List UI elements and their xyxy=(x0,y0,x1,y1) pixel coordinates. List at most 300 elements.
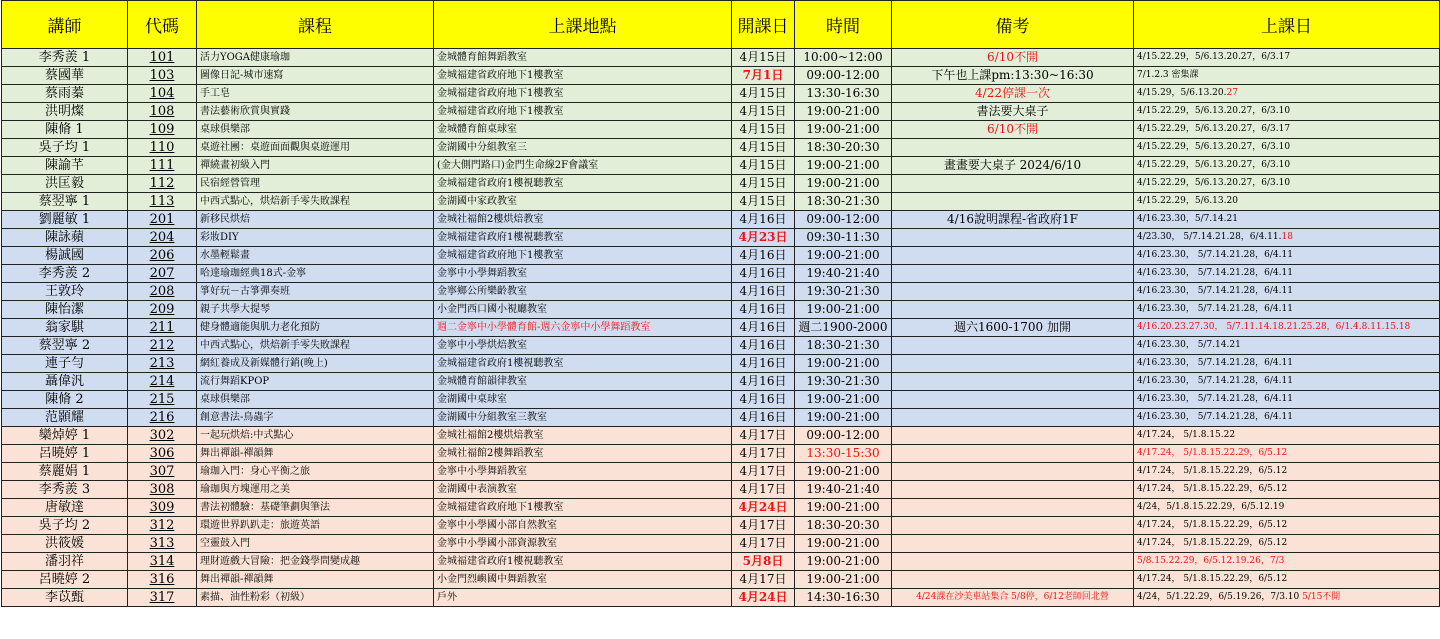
teacher-cell xyxy=(2,229,128,247)
location-cell xyxy=(434,409,732,427)
location-cell xyxy=(434,499,732,517)
start-date-cell-text: 4月15日 xyxy=(739,194,787,208)
class-days-red-text: 27 xyxy=(1226,88,1238,98)
note-cell xyxy=(892,427,1134,445)
table-row xyxy=(2,499,1440,517)
time-cell-text: 19:00-21:00 xyxy=(806,500,880,514)
table-row xyxy=(2,463,1440,481)
note-cell xyxy=(892,139,1134,157)
location-cell-text: 金寧中小學舞蹈教室 xyxy=(437,466,527,477)
header-class-days: 上課日 xyxy=(1134,1,1440,49)
course-code-link[interactable] xyxy=(128,427,197,445)
location-cell xyxy=(434,157,732,175)
class-days-cell-text: 4/16.23.30， 5/7.14.21 xyxy=(1137,340,1241,350)
header-place: 上課地點 xyxy=(434,1,732,49)
note-cell xyxy=(892,211,1134,229)
location-cell-text: 金城福建省政府地下1樓教室 xyxy=(437,250,564,261)
location-cell xyxy=(434,85,732,103)
note-cell-text: 週六1600-1700 加開 xyxy=(954,320,1071,334)
location-cell xyxy=(434,373,732,391)
course-code-link[interactable] xyxy=(128,589,197,607)
course-code-link[interactable] xyxy=(128,211,197,229)
time-cell-text: 19:00-21:00 xyxy=(806,176,880,190)
location-cell-text: 金寧中小學國小部資源教室 xyxy=(437,538,557,549)
course-name-cell-text: 桌球俱樂部 xyxy=(200,394,250,405)
time-cell-text: 19:00-21:00 xyxy=(806,122,880,136)
course-code-link[interactable] xyxy=(128,49,197,67)
start-date-cell xyxy=(732,337,795,355)
class-days-cell-text: 4/17.24， 5/1.8.15.22 xyxy=(1137,430,1236,440)
start-date-cell xyxy=(732,67,795,85)
course-code-link[interactable] xyxy=(128,175,197,193)
note-cell xyxy=(892,355,1134,373)
course-code-link[interactable] xyxy=(128,337,197,355)
class-days-cell-text: 4/17.24， 5/1.8.15.22.29，6/5.12 xyxy=(1137,466,1288,476)
time-cell xyxy=(795,319,892,337)
course-code-link[interactable] xyxy=(128,463,197,481)
class-days-cell-text: 4/15.22.29，5/6.13.20.27，6/3.10 xyxy=(1137,160,1291,170)
start-date-cell xyxy=(732,517,795,535)
course-name-cell-text: 中西式點心，烘焙新手零失敗課程 xyxy=(200,340,350,351)
note-cell xyxy=(892,103,1134,121)
start-date-cell xyxy=(732,481,795,499)
table-body xyxy=(2,49,1440,607)
location-cell-text: 週二金寧中小學體育館-週六金寧中小學舞蹈教室 xyxy=(437,322,651,333)
note-cell xyxy=(892,445,1134,463)
teacher-cell-text: 李秀羨 3 xyxy=(38,482,91,497)
course-name-cell xyxy=(197,463,434,481)
course-name-cell xyxy=(197,121,434,139)
course-code-link[interactable] xyxy=(128,373,197,391)
location-cell-text: 金寧鄉公所樂齡教室 xyxy=(437,286,527,297)
class-days-cell-text: 4/16.23.30， 5/7.14.21.28，6/4.11 xyxy=(1137,250,1293,260)
time-cell xyxy=(795,535,892,553)
location-cell-text: 金城社福館2樓烘焙教室 xyxy=(437,430,544,441)
class-days-cell xyxy=(1134,283,1440,301)
start-date-cell xyxy=(732,265,795,283)
time-cell-text: 19:00-21:00 xyxy=(806,536,880,550)
start-date-cell xyxy=(732,229,795,247)
start-date-cell xyxy=(732,139,795,157)
note-cell xyxy=(892,319,1134,337)
time-cell-text: 19:00-21:00 xyxy=(806,248,880,262)
teacher-cell xyxy=(2,211,128,229)
note-cell-text: 4/24課在沙美車站集合 5/8停，6/12老師回北營 xyxy=(916,592,1109,602)
teacher-cell xyxy=(2,463,128,481)
time-cell xyxy=(795,373,892,391)
start-date-cell-text: 4月17日 xyxy=(739,482,787,496)
location-cell xyxy=(434,283,732,301)
course-code-link[interactable] xyxy=(128,445,197,463)
start-date-cell-text: 4月17日 xyxy=(739,428,787,442)
note-cell xyxy=(892,391,1134,409)
class-days-cell-text: 4/17.24， 5/1.8.15.22.29，6/5.12 xyxy=(1137,538,1288,548)
time-cell xyxy=(795,517,892,535)
course-code-link-text: 211 xyxy=(149,320,175,335)
course-name-cell-text: 手工皂 xyxy=(200,88,230,99)
start-date-cell xyxy=(732,409,795,427)
table-row xyxy=(2,481,1440,499)
time-cell xyxy=(795,229,892,247)
location-cell-text: 金湖國中分組教室三教室 xyxy=(437,412,547,423)
class-days-cell-text: 4/15.22.29，5/6.13.20.27，6/3.10 xyxy=(1137,106,1291,116)
time-cell xyxy=(795,445,892,463)
teacher-cell-text: 陳怡潔 xyxy=(44,302,84,317)
note-cell xyxy=(892,499,1134,517)
table-row xyxy=(2,175,1440,193)
time-cell-text: 09:00-12:00 xyxy=(806,212,880,226)
start-date-cell-text: 4月17日 xyxy=(739,518,787,532)
course-name-cell-text: 健身體適能與肌力老化預防 xyxy=(200,322,320,333)
location-cell xyxy=(434,175,732,193)
course-code-link[interactable] xyxy=(128,229,197,247)
course-code-link[interactable] xyxy=(128,283,197,301)
location-cell-text: 金城福建省政府地下1樓教室 xyxy=(437,70,564,81)
class-days-cell-text: 4/23.30， 5/7.14.21.28，6/4.11. xyxy=(1137,232,1282,242)
location-cell xyxy=(434,535,732,553)
class-days-red-text: 5/15不開 xyxy=(1302,592,1341,602)
course-code-link-text: 103 xyxy=(149,68,175,83)
time-cell-text: 18:30-20:30 xyxy=(806,518,880,532)
time-cell xyxy=(795,49,892,67)
class-days-cell xyxy=(1134,139,1440,157)
teacher-cell-text: 陳脩 2 xyxy=(45,392,84,407)
course-code-link[interactable] xyxy=(128,67,197,85)
course-code-link-text: 111 xyxy=(149,158,175,173)
note-cell xyxy=(892,49,1134,67)
teacher-cell-text: 蔡雨蓁 xyxy=(44,86,84,101)
location-cell-text: 金城體育館韻律教室 xyxy=(437,376,527,387)
location-cell xyxy=(434,553,732,571)
note-cell xyxy=(892,283,1134,301)
start-date-cell-text: 4月17日 xyxy=(739,536,787,550)
start-date-cell xyxy=(732,553,795,571)
location-cell-text: 金湖國中家政教室 xyxy=(437,196,517,207)
note-cell-text: 6/10不開 xyxy=(987,122,1038,136)
time-cell xyxy=(795,121,892,139)
course-code-link[interactable] xyxy=(128,409,197,427)
course-code-link-text: 113 xyxy=(149,194,175,209)
time-cell xyxy=(795,139,892,157)
course-code-link[interactable] xyxy=(128,85,197,103)
location-cell xyxy=(434,571,732,589)
teacher-cell-text: 翁家騏 xyxy=(44,320,84,335)
course-name-cell-text: 舞出禪韻-禪韻舞 xyxy=(200,448,274,459)
course-code-link[interactable] xyxy=(128,571,197,589)
teacher-cell-text: 李苡甄 xyxy=(44,590,84,605)
time-cell xyxy=(795,301,892,319)
course-code-link[interactable] xyxy=(128,319,197,337)
note-cell xyxy=(892,175,1134,193)
start-date-cell-text: 4月15日 xyxy=(739,86,787,100)
course-name-cell xyxy=(197,265,434,283)
start-date-cell xyxy=(732,499,795,517)
course-name-cell xyxy=(197,535,434,553)
location-cell-text: 金城福建省政府1樓視聽教室 xyxy=(437,556,564,567)
start-date-cell xyxy=(732,463,795,481)
teacher-cell xyxy=(2,571,128,589)
course-code-link-text: 313 xyxy=(149,536,175,551)
teacher-cell-text: 李秀羨 2 xyxy=(38,266,91,281)
teacher-cell xyxy=(2,103,128,121)
course-code-link-text: 306 xyxy=(149,446,175,461)
time-cell-text: 19:00-21:00 xyxy=(806,104,880,118)
class-days-red-text: 18 xyxy=(1281,232,1293,242)
class-days-cell xyxy=(1134,229,1440,247)
course-code-link-text: 317 xyxy=(149,590,175,605)
location-cell xyxy=(434,481,732,499)
class-days-cell xyxy=(1134,481,1440,499)
teacher-cell-text: 李秀羨 1 xyxy=(38,50,91,65)
time-cell-text: 19:00-21:00 xyxy=(806,356,880,370)
start-date-cell-text: 4月15日 xyxy=(739,104,787,118)
note-cell xyxy=(892,193,1134,211)
start-date-cell-text: 4月16日 xyxy=(739,392,787,406)
table-row xyxy=(2,427,1440,445)
course-code-link[interactable] xyxy=(128,481,197,499)
start-date-cell-text: 4月15日 xyxy=(739,50,787,64)
table-row xyxy=(2,229,1440,247)
table-row xyxy=(2,211,1440,229)
time-cell-text: 14:30-16:30 xyxy=(806,590,880,604)
location-cell xyxy=(434,589,732,607)
course-code-link[interactable] xyxy=(128,265,197,283)
location-cell-text: 金湖國中桌球室 xyxy=(437,394,507,405)
course-name-cell-text: 舞出禪韻-禪韻舞 xyxy=(200,574,274,585)
class-days-cell-text: 7/1.2.3 密集課 xyxy=(1137,70,1199,80)
class-days-cell-text: 4/16.23.30， 5/7.14.21.28，6/4.11 xyxy=(1137,394,1293,404)
time-cell xyxy=(795,499,892,517)
start-date-cell-text: 4月16日 xyxy=(739,338,787,352)
course-code-link[interactable] xyxy=(128,193,197,211)
course-name-cell-text: 中西式點心，烘焙新手零失敗課程 xyxy=(200,196,350,207)
table-row xyxy=(2,283,1440,301)
time-cell-text: 19:40-21:40 xyxy=(806,266,880,280)
note-cell xyxy=(892,589,1134,607)
teacher-cell xyxy=(2,139,128,157)
location-cell-text: 金城體育館桌球室 xyxy=(437,124,517,135)
teacher-cell xyxy=(2,355,128,373)
class-days-cell xyxy=(1134,193,1440,211)
location-cell-text: 金寧中小學舞蹈教室 xyxy=(437,268,527,279)
note-cell xyxy=(892,481,1134,499)
time-cell-text: 19:00-21:00 xyxy=(806,554,880,568)
start-date-cell xyxy=(732,589,795,607)
teacher-cell xyxy=(2,499,128,517)
course-code-link[interactable] xyxy=(128,247,197,265)
header-code: 代碼 xyxy=(128,1,197,49)
time-cell xyxy=(795,283,892,301)
time-cell xyxy=(795,427,892,445)
course-code-link-text: 213 xyxy=(149,356,175,371)
course-name-cell xyxy=(197,337,434,355)
course-code-link[interactable] xyxy=(128,139,197,157)
header-course: 課程 xyxy=(197,1,434,49)
time-cell-text: 13:30-15:30 xyxy=(806,446,880,460)
time-cell-text: 09:00-12:00 xyxy=(806,428,880,442)
table-row xyxy=(2,193,1440,211)
course-name-cell-text: 空靈鼓入門 xyxy=(200,538,250,549)
table-row xyxy=(2,517,1440,535)
start-date-cell-text: 4月23日 xyxy=(738,230,788,244)
class-days-cell-text: 4/15.22.29，5/6.13.20 xyxy=(1137,196,1238,206)
start-date-cell-text: 4月15日 xyxy=(739,140,787,154)
course-code-link[interactable] xyxy=(128,535,197,553)
class-days-cell-text: 4/15.22.29，5/6.13.20.27，6/3.10 xyxy=(1137,142,1291,152)
time-cell-text: 19:40-21:40 xyxy=(806,482,880,496)
location-cell-text: 金城福建省政府地下1樓教室 xyxy=(437,88,564,99)
teacher-cell xyxy=(2,427,128,445)
start-date-cell xyxy=(732,103,795,121)
course-name-cell-text: 圖像日記-城市速寫 xyxy=(200,70,284,81)
time-cell-text: 19:00-21:00 xyxy=(806,410,880,424)
time-cell-text: 18:30-20:30 xyxy=(806,140,880,154)
start-date-cell xyxy=(732,247,795,265)
course-code-link-text: 216 xyxy=(149,410,175,425)
note-cell xyxy=(892,121,1134,139)
table-row xyxy=(2,157,1440,175)
table-row xyxy=(2,445,1440,463)
location-cell-text: 金城福建省政府1樓視聽教室 xyxy=(437,178,564,189)
teacher-cell xyxy=(2,589,128,607)
course-name-cell-text: 桌球俱樂部 xyxy=(200,124,250,135)
course-code-link-text: 215 xyxy=(149,392,175,407)
class-days-cell-text: 4/15.29，5/6.13.20. xyxy=(1137,88,1227,98)
course-name-cell-text: 彩妝DIY xyxy=(200,232,239,243)
class-days-cell xyxy=(1134,445,1440,463)
time-cell-text: 09:30-11:30 xyxy=(806,230,880,244)
header-time: 時間 xyxy=(795,1,892,49)
start-date-cell xyxy=(732,175,795,193)
course-name-cell xyxy=(197,355,434,373)
course-name-cell xyxy=(197,283,434,301)
time-cell-text: 19:30-21:30 xyxy=(806,284,880,298)
header-row xyxy=(2,1,1440,49)
start-date-cell-text: 4月16日 xyxy=(739,284,787,298)
location-cell-text: 金城福建省政府1樓視聽教室 xyxy=(437,358,564,369)
note-cell xyxy=(892,337,1134,355)
class-days-cell xyxy=(1134,463,1440,481)
table-row xyxy=(2,337,1440,355)
start-date-cell xyxy=(732,355,795,373)
teacher-cell-text: 楊誠國 xyxy=(44,248,84,263)
course-code-link[interactable] xyxy=(128,499,197,517)
course-code-link[interactable] xyxy=(128,553,197,571)
teacher-cell xyxy=(2,337,128,355)
location-cell-text: 金城體育館舞蹈教室 xyxy=(437,52,527,63)
teacher-cell xyxy=(2,517,128,535)
note-cell xyxy=(892,67,1134,85)
start-date-cell xyxy=(732,427,795,445)
course-code-link-text: 214 xyxy=(149,374,175,389)
table-row xyxy=(2,67,1440,85)
start-date-cell xyxy=(732,193,795,211)
start-date-cell xyxy=(732,85,795,103)
course-name-cell xyxy=(197,445,434,463)
course-name-cell-text: 流行舞蹈KPOP xyxy=(200,376,270,387)
course-code-link[interactable] xyxy=(128,103,197,121)
teacher-cell xyxy=(2,283,128,301)
location-cell-text: 金城福建省政府地下1樓教室 xyxy=(437,106,564,117)
class-days-cell-text: 4/24，5/1.8.15.22.29，6/5.12.19 xyxy=(1137,502,1285,512)
note-cell-text: 4/16說明課程-省政府1F xyxy=(947,212,1078,226)
teacher-cell-text: 潘羽祥 xyxy=(44,554,84,569)
course-code-link[interactable] xyxy=(128,157,197,175)
location-cell xyxy=(434,301,732,319)
time-cell-text: 19:00-21:00 xyxy=(806,572,880,586)
course-name-cell-text: 哈達瑜珈經典18式-金寧 xyxy=(200,268,307,279)
teacher-cell-text: 陳脩 1 xyxy=(45,122,84,137)
start-date-cell xyxy=(732,373,795,391)
class-days-cell xyxy=(1134,247,1440,265)
start-date-cell xyxy=(732,283,795,301)
class-days-cell xyxy=(1134,103,1440,121)
teacher-cell-text: 呂曉婷 2 xyxy=(38,572,91,587)
class-days-cell-text: 4/16.23.30， 5/7.14.21.28，6/4.11 xyxy=(1137,286,1293,296)
table-row xyxy=(2,319,1440,337)
location-cell xyxy=(434,355,732,373)
time-cell-text: 19:00-21:00 xyxy=(806,302,880,316)
course-code-link[interactable] xyxy=(128,121,197,139)
class-days-cell-text: 4/17.24， 5/1.8.15.22.29，6/5.12 xyxy=(1137,520,1288,530)
course-name-cell-text: 書法初體驗：基礎筆劃與筆法 xyxy=(200,502,330,513)
teacher-cell xyxy=(2,67,128,85)
note-cell xyxy=(892,373,1134,391)
class-days-cell xyxy=(1134,265,1440,283)
class-days-cell xyxy=(1134,319,1440,337)
time-cell xyxy=(795,265,892,283)
course-name-cell xyxy=(197,481,434,499)
class-days-cell-text: 4/16.23.30， 5/7.14.21.28，6/4.11 xyxy=(1137,304,1293,314)
time-cell xyxy=(795,589,892,607)
note-cell xyxy=(892,301,1134,319)
teacher-cell-text: 呂曉婷 1 xyxy=(38,446,91,461)
course-code-link-text: 316 xyxy=(149,572,175,587)
start-date-cell xyxy=(732,391,795,409)
course-name-cell xyxy=(197,49,434,67)
table-row xyxy=(2,373,1440,391)
course-code-link[interactable] xyxy=(128,391,197,409)
course-name-cell xyxy=(197,427,434,445)
class-days-cell-text: 4/17.24， 5/1.8.15.22.29，6/5.12 xyxy=(1137,448,1288,458)
note-cell xyxy=(892,229,1134,247)
teacher-cell-text: 吳子均 2 xyxy=(38,518,91,533)
course-code-link-text: 112 xyxy=(149,176,175,191)
course-name-cell xyxy=(197,157,434,175)
location-cell xyxy=(434,121,732,139)
course-name-cell xyxy=(197,103,434,121)
table-row xyxy=(2,265,1440,283)
location-cell-text: 金湖國中分組教室三 xyxy=(437,142,527,153)
course-code-link[interactable] xyxy=(128,517,197,535)
course-name-cell xyxy=(197,373,434,391)
course-code-link[interactable] xyxy=(128,355,197,373)
start-date-cell-text: 4月24日 xyxy=(738,590,788,604)
location-cell xyxy=(434,319,732,337)
note-cell xyxy=(892,265,1134,283)
teacher-cell-text: 劉麗敏 1 xyxy=(38,212,91,227)
start-date-cell-text: 4月16日 xyxy=(739,266,787,280)
class-days-cell xyxy=(1134,355,1440,373)
location-cell-text: 金寧中小學國小部自然教室 xyxy=(437,520,557,531)
class-days-cell xyxy=(1134,589,1440,607)
course-code-link[interactable] xyxy=(128,301,197,319)
time-cell xyxy=(795,211,892,229)
note-cell xyxy=(892,517,1134,535)
time-cell xyxy=(795,193,892,211)
start-date-cell-text: 4月17日 xyxy=(739,464,787,478)
note-cell xyxy=(892,463,1134,481)
